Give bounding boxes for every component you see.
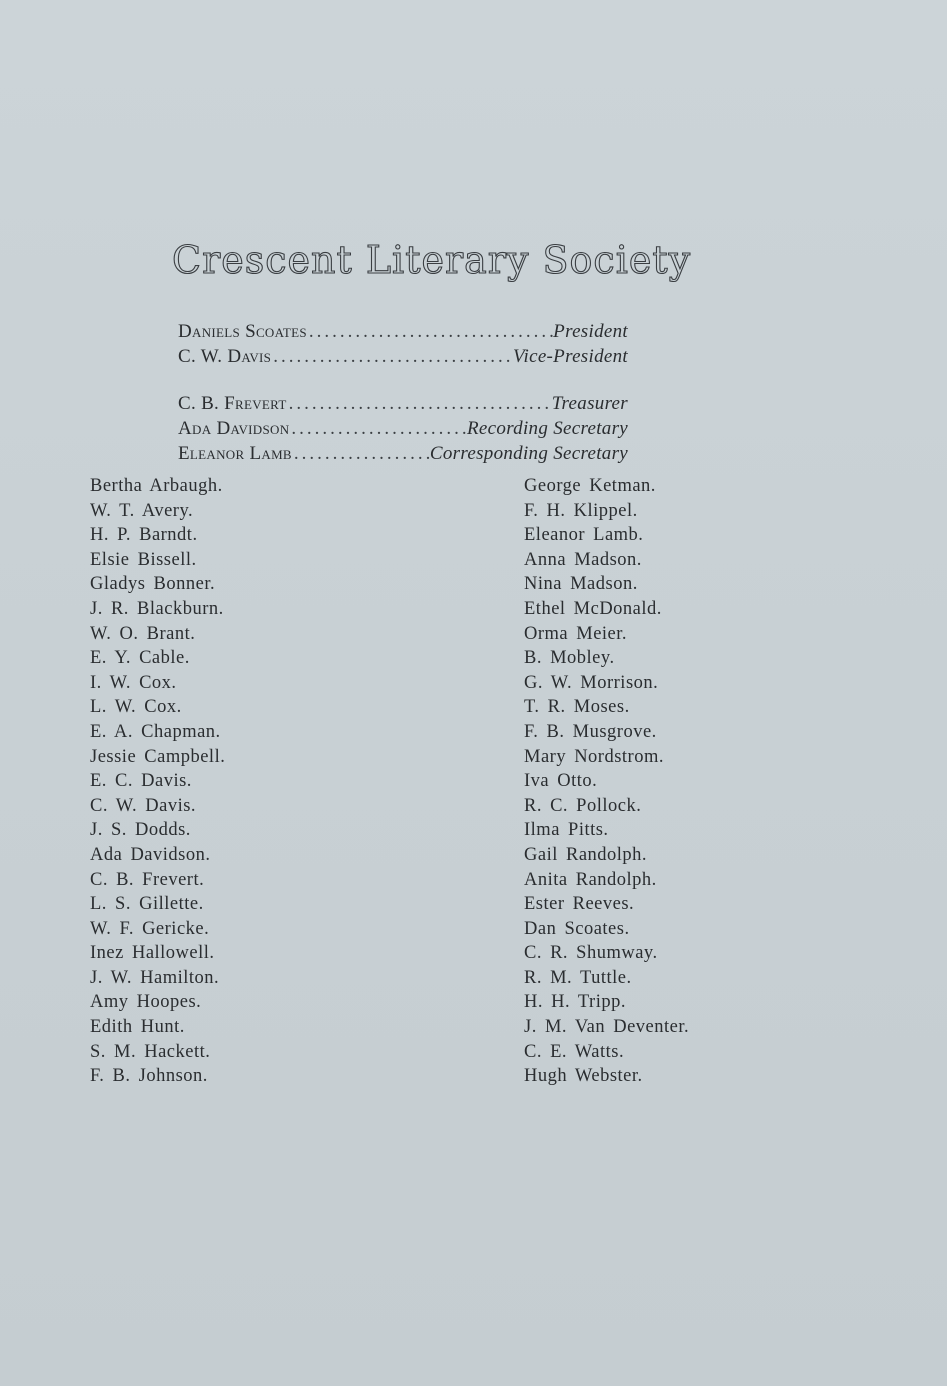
member-name: W. T. Avery. <box>90 500 194 521</box>
member-name: B. Mobley. <box>524 648 615 669</box>
member-name: J. R. Blackburn. <box>90 598 224 619</box>
member-name: Amy Hoopes. <box>90 992 202 1013</box>
member-name: Inez Hallowell. <box>90 943 215 964</box>
member-name: Eleanor Lamb. <box>524 525 644 546</box>
member-name: I. W. Cox. <box>90 672 177 693</box>
officer-role: Corresponding Secretary <box>429 443 628 464</box>
member-name: Dan Scoates. <box>524 918 630 939</box>
member-name: Gladys Bonner. <box>90 574 216 595</box>
officer-row-president <box>178 321 628 346</box>
member-name: J. W. Hamilton. <box>90 967 220 988</box>
member-name: H. P. Barndt. <box>90 525 198 546</box>
officer-row-recording-secretary <box>178 418 628 443</box>
member-name: C. B. Frevert. <box>90 869 205 890</box>
officer-name: Ada Davidson <box>178 418 290 439</box>
dot-leader <box>271 346 513 368</box>
officer-name: C. B. Frevert <box>178 393 287 414</box>
member-name: J. M. Van Deventer. <box>524 1017 690 1038</box>
members-column-left <box>90 474 225 1089</box>
officer-role: Treasurer <box>551 393 628 414</box>
member-name: W. F. Gericke. <box>90 918 210 939</box>
member-name: Hugh Webster. <box>524 1066 643 1087</box>
member-name: Ilma Pitts. <box>524 820 609 841</box>
member-name: Nina Madson. <box>524 574 638 595</box>
member-name: Ethel McDonald. <box>524 598 662 619</box>
member-name: Ester Reeves. <box>524 894 635 915</box>
officer-role: President <box>553 321 628 342</box>
member-name: F. B. Musgrove. <box>524 721 657 742</box>
member-name: L. S. Gillette. <box>90 894 204 915</box>
member-name: F. H. Klippel. <box>524 500 638 521</box>
member-name: R. M. Tuttle. <box>524 967 632 988</box>
dot-leader <box>292 443 430 465</box>
member-name: C. R. Shumway. <box>524 943 658 964</box>
member-name: Orma Meier. <box>524 623 628 644</box>
dot-leader <box>287 393 552 415</box>
member-name: W. O. Brant. <box>90 623 196 644</box>
member-name: C. E. Watts. <box>524 1041 625 1062</box>
member-name: E. Y. Cable. <box>90 648 190 669</box>
member-name: F. B. Johnson. <box>90 1066 208 1087</box>
member-name: Iva Otto. <box>524 771 598 792</box>
member-name: H. H. Tripp. <box>524 992 626 1013</box>
officer-row-treasurer <box>178 393 628 418</box>
member-name: Edith Hunt. <box>90 1017 185 1038</box>
officer-name: Daniels Scoates <box>178 321 307 342</box>
page-title: Crescent Literary Society <box>172 238 692 282</box>
member-name: C. W. Davis. <box>90 795 197 816</box>
member-name: J. S. Dodds. <box>90 820 191 841</box>
member-name: L. W. Cox. <box>90 697 182 718</box>
officer-name: Eleanor Lamb <box>178 443 292 464</box>
officer-role: Recording Secretary <box>467 418 628 439</box>
dot-leader <box>307 321 553 343</box>
member-name: E. C. Davis. <box>90 771 192 792</box>
member-name: S. M. Hackett. <box>90 1041 211 1062</box>
member-name: Bertha Arbaugh. <box>90 476 223 496</box>
member-name: Mary Nordstrom. <box>524 746 664 767</box>
member-name: R. C. Pollock. <box>524 795 642 816</box>
member-name: Jessie Campbell. <box>90 746 226 767</box>
member-name: Elsie Bissell. <box>90 549 197 570</box>
officer-row-vice-president <box>178 346 628 371</box>
member-name: Gail Randolph. <box>524 844 648 865</box>
member-name: Ada Davidson. <box>90 844 211 865</box>
member-name: Anita Randolph. <box>524 869 657 890</box>
dot-leader <box>289 418 467 440</box>
member-name: Anna Madson. <box>524 549 642 570</box>
member-name: E. A. Chapman. <box>90 721 221 742</box>
members-column-right <box>524 474 689 1089</box>
officer-role: Vice-President <box>513 346 628 367</box>
officer-row-corresponding-secretary <box>178 443 628 468</box>
officers-list <box>178 321 628 468</box>
officer-name: C. W. Davis <box>178 346 272 367</box>
member-name: George Ketman. <box>524 476 656 496</box>
member-name: G. W. Morrison. <box>524 672 659 693</box>
member-name: T. R. Moses. <box>524 697 630 718</box>
